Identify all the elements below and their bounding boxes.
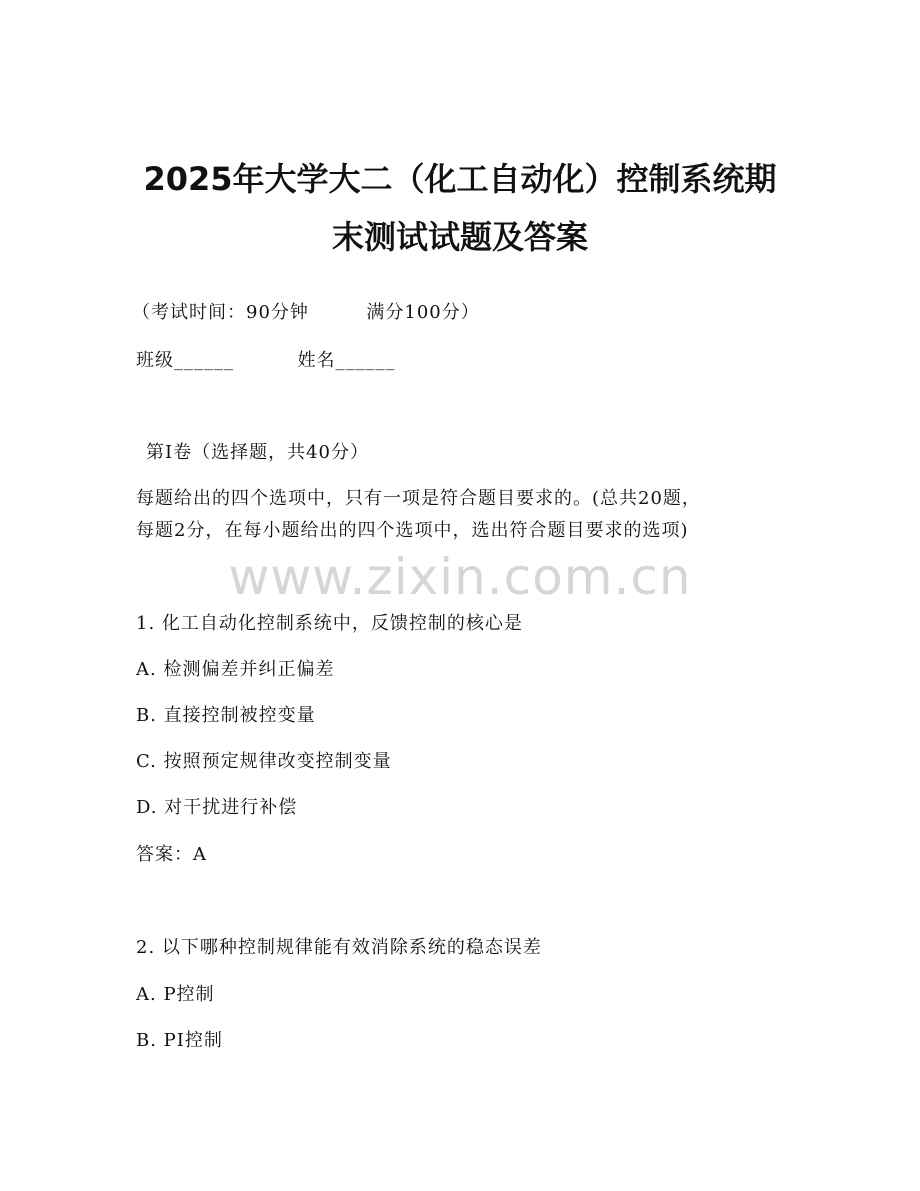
question-1-option-b: B. 直接控制被控变量 [136,705,316,726]
exam-info [132,298,480,328]
question-1-option-a: A. 检测偏差并纠正偏差 [136,659,335,680]
watermark: www.zixin.com.cn [228,548,692,606]
exam-score: 满分100分） [366,302,480,323]
instructions-line-1: 每题给出的四个选项中，只有一项是符合题目要求的。(总共20题， [136,488,701,509]
question-1-stem: 1. 化工自动化控制系统中，反馈控制的核心是 [136,613,523,634]
question-2-stem: 2. 以下哪种控制规律能有效消除系统的稳态误差 [136,937,542,958]
question-2-option-b: B. PI控制 [136,1030,223,1051]
question-1-option-d: D. 对干扰进行补偿 [136,797,298,818]
title-line-1: 2025年大学大二（化工自动化）控制系统期 [143,160,777,198]
class-field: 班级______ [136,350,234,371]
question-1-answer: 答案：A [136,844,207,865]
exam-time: （考试时间：90分钟 [132,302,309,323]
document-title [60,150,860,266]
instructions-line-2: 每题2分，在每小题给出的四个选项中，选出符合题目要求的选项) [136,520,689,541]
question-2-option-a: A. P控制 [136,984,215,1005]
title-line-2: 末测试试题及答案 [331,218,588,256]
section-title: 第Ⅰ卷（选择题，共40分） [146,442,370,463]
name-field: 姓名______ [297,350,396,371]
question-1-option-c: C. 按照预定规律改变控制变量 [136,751,392,772]
student-fields [136,346,395,376]
